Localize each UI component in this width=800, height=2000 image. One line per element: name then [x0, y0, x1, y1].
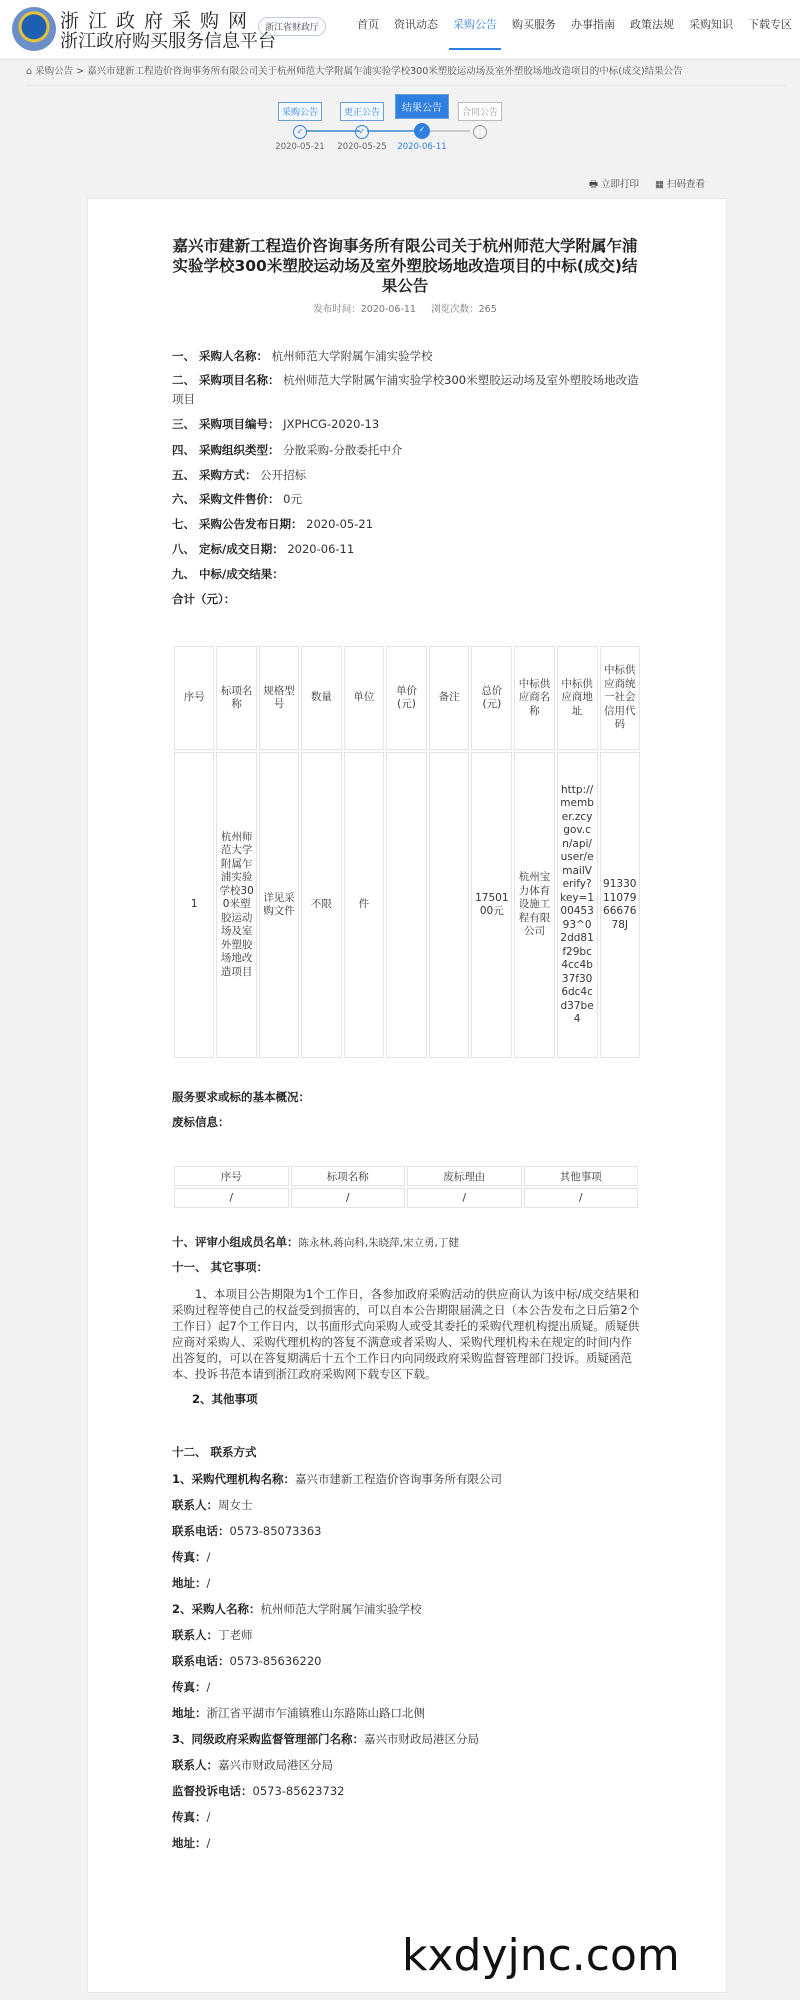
contact-value: 0573-85073363	[229, 1524, 322, 1538]
field-row	[172, 466, 642, 485]
table-cell: 1	[174, 752, 214, 1058]
column-header: 标项名称	[291, 1166, 406, 1186]
field-value: 0元	[283, 492, 302, 506]
publish-date: 2020-06-11	[360, 304, 416, 315]
field-row	[172, 441, 642, 460]
field-label: 五、 采购方式：	[172, 468, 257, 482]
other-text: 1、本项目公告期限为1个工作日，各参加政府采购活动的供应商认为该中标/成交结果和采购过程等使自己的权益受到损害的，可以自本公告期限届满之日（本公告发布之日后第2个工作日）起7个工作日内，以书面形式向采购人或受其委托的采购代理机构提出质疑。质疑供应商对采购人、采购代理机构的答复不满意或者采购人、采购代理机构未在规定的时间内作出答复的，可以在答复期满后十五个工作日内向同级政府采购监督管理部门投诉。质疑函范本、投诉书范本请到浙江政府采购网下载专区下载。	[172, 1287, 640, 1381]
field-row	[172, 590, 642, 609]
main-nav	[357, 16, 792, 60]
field-row	[172, 347, 642, 366]
contact-row	[172, 1470, 642, 1489]
publish-label: 发布时间：	[313, 304, 361, 315]
field-value: 分散采购-分散委托中介	[283, 443, 403, 457]
field-row	[172, 565, 642, 584]
table-cell: /	[174, 1188, 289, 1208]
contact-value: 嘉兴市建新工程造价咨询事务所有限公司	[295, 1472, 503, 1486]
result-table	[172, 644, 642, 1060]
contact-label: 传真：	[172, 1810, 207, 1824]
field-row	[172, 490, 642, 509]
other-item-2: 2、其他事项	[192, 1392, 258, 1406]
column-header: 单价(元)	[386, 646, 427, 750]
contact-value: /	[206, 1836, 211, 1850]
field-label: 八、 定标/成交日期：	[172, 542, 284, 556]
field-row	[172, 515, 642, 534]
step-procurement[interactable]	[270, 102, 330, 152]
fail-table	[172, 1164, 640, 1210]
table-cell	[429, 752, 469, 1058]
field-row	[172, 371, 642, 409]
field-value: JXPHCG-2020-13	[283, 417, 380, 431]
check-icon: ✓	[414, 123, 430, 139]
panel-members: 十、评审小组成员名单：陈永林,蒋向科,朱晓萍,宋立勇,丁健	[172, 1235, 459, 1249]
notice-timeline	[270, 98, 510, 158]
table-cell: /	[524, 1188, 639, 1208]
table-cell: 不限	[301, 752, 341, 1058]
contact-label: 3、同级政府采购监督管理部门名称：	[172, 1732, 364, 1746]
breadcrumb-separator: >	[76, 66, 85, 77]
column-header: 其他事项	[524, 1166, 639, 1186]
print-label: 立即打印	[600, 179, 639, 190]
nav-news[interactable]: 资讯动态	[394, 18, 438, 31]
contact-row	[172, 1782, 642, 1801]
site-name[interactable]: 浙江政府采购网	[60, 10, 257, 32]
table-cell: 杭州宝力体育设施工程有限公司	[514, 752, 554, 1058]
column-header: 规格型号	[259, 646, 299, 750]
contact-label: 联系电话：	[172, 1654, 230, 1668]
nav-purchase-service[interactable]: 购买服务	[512, 18, 556, 31]
field-value: 2020-06-11	[287, 542, 355, 556]
step-result[interactable]	[392, 94, 452, 152]
column-header: 中标供应商名称	[514, 646, 554, 750]
contact-row	[172, 1834, 642, 1853]
contact-value: 杭州师范大学附属乍浦实验学校	[260, 1602, 422, 1616]
site-subname[interactable]: 浙江政府购买服务信息平台	[60, 31, 276, 52]
contact-row	[172, 1678, 642, 1697]
table-cell: 杭州师范大学附属乍浦实验学校300米塑胶运动场及室外塑胶场地改造项目	[216, 752, 256, 1058]
step-label: 结果公告	[395, 94, 449, 119]
contact-value: 周女士	[218, 1498, 253, 1512]
contact-value: /	[206, 1550, 211, 1564]
contact-row	[172, 1756, 642, 1775]
home-icon: ⌂	[26, 66, 33, 77]
table-cell: 详见采购文件	[259, 752, 299, 1058]
nav-policy[interactable]: 政策法规	[630, 18, 674, 31]
column-header: 中标供应商统一社会信用代码	[600, 646, 640, 750]
column-header: 序号	[174, 1166, 289, 1186]
nav-procurement-notice[interactable]: 采购公告	[453, 16, 497, 60]
contact-row	[172, 1548, 642, 1567]
contact-value: 嘉兴市财政局港区分局	[364, 1732, 479, 1746]
views-count: 265	[478, 304, 497, 315]
article-title: 嘉兴市建新工程造价咨询事务所有限公司关于杭州师范大学附属乍浦实验学校300米塑胶运动场及室外塑胶场地改造项目的中标(成交)结果公告	[172, 237, 638, 295]
circle-icon	[473, 125, 487, 139]
contact-row	[172, 1574, 642, 1593]
contact-row	[172, 1704, 642, 1723]
contact-value: /	[206, 1576, 211, 1590]
article-tools	[589, 176, 705, 193]
contact-label: 传真：	[172, 1680, 207, 1694]
column-header: 标项名称	[216, 646, 256, 750]
table-cell: /	[407, 1188, 522, 1208]
contact-label: 联系人：	[172, 1498, 218, 1512]
contact-row	[172, 1652, 642, 1671]
views-label: 浏览次数：	[431, 304, 479, 315]
field-value: 杭州师范大学附属乍浦实验学校	[271, 349, 433, 363]
column-header: 单位	[344, 646, 384, 750]
step-date: 2020-06-11	[397, 142, 447, 152]
contact-label: 联系电话：	[172, 1524, 230, 1538]
contact-label: 传真：	[172, 1550, 207, 1564]
nav-guide[interactable]: 办事指南	[571, 18, 615, 31]
field-value: 杭州师范大学附属乍浦实验学校300米塑胶运动场及室外塑胶场地改造项目	[172, 373, 639, 406]
contact-value: /	[206, 1680, 211, 1694]
step-contract[interactable]	[450, 102, 510, 139]
field-label: 一、 采购人名称：	[172, 349, 269, 363]
step-label: 更正公告	[340, 102, 384, 121]
field-label: 七、 采购公告发布日期：	[172, 517, 303, 531]
breadcrumb	[26, 59, 786, 86]
department-badge[interactable]: 浙江省财政厅	[258, 17, 326, 36]
site-header	[0, 0, 800, 60]
field-label: 合计（元）：	[172, 592, 236, 606]
column-header: 总价(元)	[471, 646, 512, 750]
table-cell: 1750100元	[471, 752, 512, 1058]
contact-value: 丁老师	[218, 1628, 253, 1642]
nav-knowledge[interactable]: 采购知识	[689, 18, 733, 31]
contact-label: 联系人：	[172, 1758, 218, 1772]
contact-row	[172, 1730, 642, 1749]
field-label: 九、 中标/成交结果：	[172, 567, 284, 581]
contact-value: 0573-85636220	[229, 1654, 322, 1668]
contact-value: 浙江省平湖市乍浦镇雅山东路陈山路口北侧	[206, 1706, 425, 1720]
contact-label: 1、采购代理机构名称：	[172, 1472, 296, 1486]
breadcrumb-current: 嘉兴市建新工程造价咨询事务所有限公司关于杭州师范大学附属乍浦实验学校300米塑胶运动场及室外塑胶场地改造项目的中标(成交)结果公告	[87, 66, 683, 77]
scan-label: 扫码查看	[666, 179, 705, 190]
column-header: 备注	[429, 646, 469, 750]
step-date: 2020-05-25	[337, 142, 387, 152]
step-label: 合同公告	[458, 102, 502, 121]
step-date: 2020-05-21	[275, 142, 325, 152]
field-value: 2020-05-21	[306, 517, 374, 531]
other-label: 十一、 其它事项：	[172, 1260, 269, 1274]
contact-row	[172, 1808, 642, 1827]
contact-value: 0573-85623732	[252, 1784, 345, 1798]
table-cell	[386, 752, 427, 1058]
field-value: 公开招标	[260, 468, 307, 482]
contact-label: 2、采购人名称：	[172, 1602, 261, 1616]
nav-downloads[interactable]: 下载专区	[748, 18, 792, 31]
step-correction[interactable]	[332, 102, 392, 152]
table-cell: 91330110796667678J	[600, 752, 640, 1058]
check-icon: ✓	[293, 125, 307, 139]
contact-label: 地址：	[172, 1576, 207, 1590]
site-logo-icon[interactable]	[12, 7, 56, 51]
step-label: 采购公告	[278, 102, 322, 121]
field-label: 四、 采购组织类型：	[172, 443, 280, 457]
scan-button[interactable]: ▦ 扫码查看	[654, 179, 705, 190]
column-header: 序号	[174, 646, 214, 750]
field-label: 二、 采购项目名称：	[172, 373, 280, 387]
article-meta	[170, 301, 640, 315]
contact-value: 嘉兴市财政局港区分局	[218, 1758, 333, 1772]
contact-label: 地址：	[172, 1836, 207, 1850]
column-header: 中标供应商地址	[557, 646, 598, 750]
contact-label: 十二、 联系方式	[172, 1445, 257, 1459]
contact-label: 联系人：	[172, 1628, 218, 1642]
contact-row	[172, 1600, 642, 1619]
watermark: kxdyjnc.com	[402, 1930, 680, 1981]
contact-value: /	[206, 1810, 211, 1824]
table-cell: 件	[344, 752, 384, 1058]
field-label: 三、 采购项目编号：	[172, 417, 280, 431]
print-button[interactable]: 🖶 立即打印	[588, 179, 639, 190]
column-header: 数量	[301, 646, 341, 750]
service-label: 服务要求或标的基本概况：	[172, 1090, 310, 1104]
contact-label: 地址：	[172, 1706, 207, 1720]
check-icon: ✓	[355, 125, 369, 139]
column-header: 废标理由	[407, 1166, 522, 1186]
field-row	[172, 415, 642, 434]
breadcrumb-home[interactable]: 采购公告	[35, 66, 74, 77]
nav-home[interactable]: 首页	[357, 18, 379, 31]
field-label: 六、 采购文件售价：	[172, 492, 280, 506]
contact-row	[172, 1522, 642, 1541]
fail-label: 废标信息：	[172, 1115, 230, 1129]
table-cell: http://member.zcygov.cn/api/user/emailVerify?key=10045393^02dd81f29bc4cc4b37f306dc4cd37be4	[557, 752, 598, 1058]
contact-label: 监督投诉电话：	[172, 1784, 253, 1798]
contact-row	[172, 1626, 642, 1645]
table-cell: /	[291, 1188, 406, 1208]
field-row	[172, 540, 642, 559]
contact-row	[172, 1496, 642, 1515]
